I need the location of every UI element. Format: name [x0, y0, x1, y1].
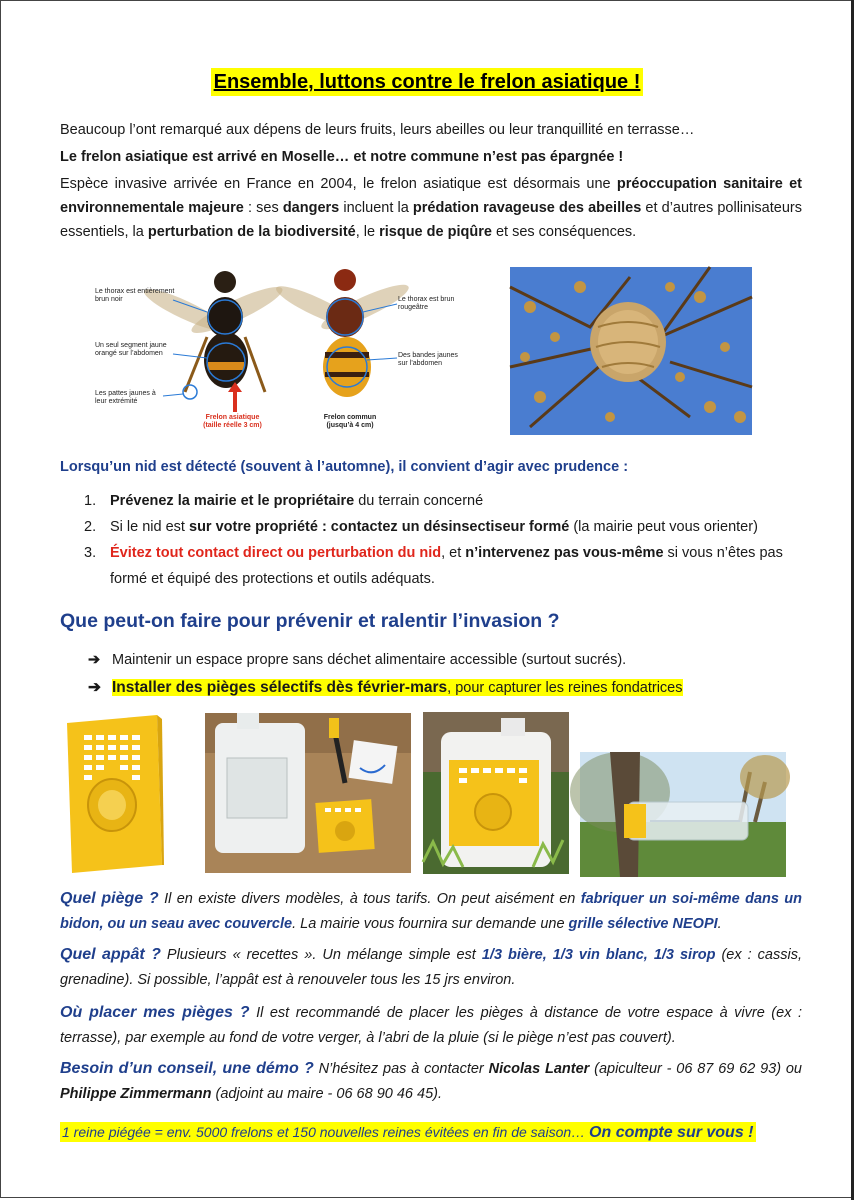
faq-a3-text: Il est recommandé de placer les pièges à distance de votre espace à vivre (ex : terrasse), par exemple au fond de votre verger, à l’abri de la pluie (si le piège n’est pas couvert). — [60, 1005, 802, 1046]
tree-trap-image — [580, 752, 786, 877]
step-2-rest: (la mairie peut vous orienter) — [569, 519, 758, 535]
intro-line-1: Beaucoup l’ont remarqué aux dépens de leurs fruits, leurs abeilles ou leur tranquillité en terrasse… — [60, 122, 695, 138]
nest-heading: Lorsqu’un nid est détecté (souvent à l’automne), il convient d’agir avec prudence : — [60, 459, 629, 475]
faq-a1-text-a: Il en existe divers modèles, à tous tarifs. On peut aisément en — [158, 891, 581, 907]
faq-a2-text-a: Plusieurs « recettes ». Un mélange simple est — [160, 947, 482, 963]
intro-text-g: et d’autres pollinisateurs essentiels, la — [60, 200, 802, 240]
label-thorax-common: Le thorax est brun rougeâtre — [398, 296, 455, 311]
faq-bait — [60, 942, 802, 993]
faq-a4-text-e: (adjoint au maire - 06 68 90 46 45). — [211, 1086, 443, 1102]
step-1 — [60, 488, 804, 514]
faq-a1-bold-d: grille sélective NEOPI — [568, 916, 718, 932]
intro-text-b: préoccupation sanitaire et environnementale majeure — [60, 176, 802, 216]
asian-size: (taille réelle 3 cm) — [203, 422, 262, 429]
faq-a2-bold-b: 1/3 bière, 1/3 vin blanc, 1/3 sirop — [481, 947, 716, 963]
prevent-heading: Que peut-on faire pour prévenir et ralentir l’invasion ? — [60, 610, 560, 632]
faq-q2: Quel appât ? — [60, 946, 161, 963]
intro-text-e: incluent la — [339, 200, 413, 216]
label-legs: Les pattes jaunes à leur extrémité — [95, 390, 156, 405]
common-name: Frelon commun — [323, 414, 377, 421]
intro-text-h: perturbation de la biodiversité — [147, 224, 356, 240]
step-3-mid: , et — [441, 545, 466, 561]
step-2-number: 2. — [84, 519, 97, 535]
bidon-trap-photo — [423, 712, 569, 874]
step-3-bold: n’intervenez pas vous-même — [465, 545, 664, 561]
faq-trap — [60, 886, 802, 937]
prevent-item-2-bold: Installer des pièges sélectifs dès février-mars — [112, 679, 448, 696]
yellow-trap-grid-image — [62, 715, 164, 873]
footer-text: 1 reine piégée = env. 5000 frelons et 150 nouvelles reines évitées en fin de saison… — [62, 1124, 590, 1140]
label-bands: Des bandes jaunes sur l’abdomen — [398, 352, 458, 367]
common-hornet-caption — [305, 414, 395, 430]
intro-text-d: dangers — [282, 200, 340, 216]
nest-photo — [510, 267, 752, 435]
step-1-rest: du terrain concerné — [354, 493, 484, 509]
step-2-bold: sur votre propriété : contactez un désinsectiseur formé — [189, 519, 570, 535]
tree-trap-photo — [580, 752, 786, 877]
footer-callout — [60, 1120, 802, 1145]
common-size: (jusqu’à 4 cm) — [326, 422, 374, 429]
nest-image — [510, 267, 752, 435]
faq-a1-text-c: . La mairie vous fournira sur demande une — [292, 916, 569, 932]
asian-name: Frelon asiatique — [205, 414, 260, 421]
arrow-icon: ➔ — [88, 679, 101, 696]
intro-text-k: et ses conséquences. — [491, 224, 637, 240]
faq-a1-bold-b: fabriquer un soi-même dans un bidon, ou un seau avec couvercle — [60, 891, 803, 932]
bidon-trap-image — [423, 712, 569, 874]
faq-q1: Quel piège ? — [60, 890, 159, 907]
diy-trap-photo — [205, 713, 411, 873]
prevent-item-2 — [88, 678, 788, 697]
step-3-number: 3. — [84, 545, 97, 561]
faq-a1-text-e: . — [717, 916, 722, 932]
step-1-number: 1. — [84, 493, 97, 509]
faq-q3: Où placer mes pièges ? — [60, 1004, 250, 1021]
trap-grid-photo — [62, 715, 164, 873]
faq-a4-contact-1: Nicolas Lanter — [488, 1061, 590, 1077]
diy-trap-image — [205, 713, 411, 873]
label-segment: Un seul segment jaune orangé sur l’abdomen — [95, 342, 167, 357]
intro-text-i: , le — [355, 224, 380, 240]
prevent-item-1-text: Maintenir un espace propre sans déchet alimentaire accessible (surtout sucrés). — [112, 652, 627, 668]
intro-text-c: : ses — [243, 200, 283, 216]
prevent-item-1 — [88, 652, 788, 668]
arrow-icon: ➔ — [88, 652, 101, 668]
intro-text-j: risque de piqûre — [379, 224, 492, 240]
step-2-pre: Si le nid est — [110, 519, 189, 535]
faq-a4-text-a: N’hésitez pas à contacter — [313, 1061, 489, 1077]
page-title: Ensemble, luttons contre le frelon asiatique ! — [211, 68, 644, 96]
asian-hornet-caption — [185, 414, 280, 430]
step-3 — [60, 540, 804, 592]
intro-text-a: Espèce invasive arrivée en France en 2004, le frelon asiatique est désormais une — [60, 176, 617, 192]
step-2 — [60, 514, 804, 540]
prevent-item-2-rest: , pour capturer les reines fondatrices — [447, 680, 683, 696]
step-3-warning: Évitez tout contact direct ou perturbation du nid — [110, 545, 442, 561]
faq-a4-contact-2: Philippe Zimmermann — [60, 1086, 212, 1102]
faq-placement — [60, 1000, 802, 1051]
intro-text-f: prédation ravageuse des abeilles — [412, 200, 642, 216]
footer-highlight — [60, 1122, 756, 1142]
intro-paragraph — [60, 172, 802, 244]
title-container — [0, 68, 854, 96]
nest-steps — [60, 488, 804, 592]
footer-strong: On compte sur vous ! — [589, 1124, 754, 1141]
label-thorax-asian: Le thorax est entièrement brun noir — [95, 288, 175, 303]
intro-line-2: Le frelon asiatique est arrivé en Moselle… et notre commune n’est pas épargnée ! — [60, 149, 624, 165]
hornet-comparison-diagram — [95, 262, 458, 440]
faq-q4: Besoin d’un conseil, une démo ? — [60, 1060, 314, 1077]
prevent-item-2-highlight — [112, 679, 683, 696]
faq-contact — [60, 1056, 802, 1107]
faq-a2-text-c: (ex : cassis, grenadine). Si possible, l’appât est à renouveler tous les 15 jrs environ. — [60, 947, 803, 988]
step-3-rest: si vous n’êtes pas formé et équipé des protections et outils adéquats. — [110, 545, 783, 587]
step-1-bold: Prévenez la mairie et le propriétaire — [110, 493, 355, 509]
faq-a4-text-c: (apiculteur - 06 87 69 62 93) ou — [589, 1061, 802, 1077]
